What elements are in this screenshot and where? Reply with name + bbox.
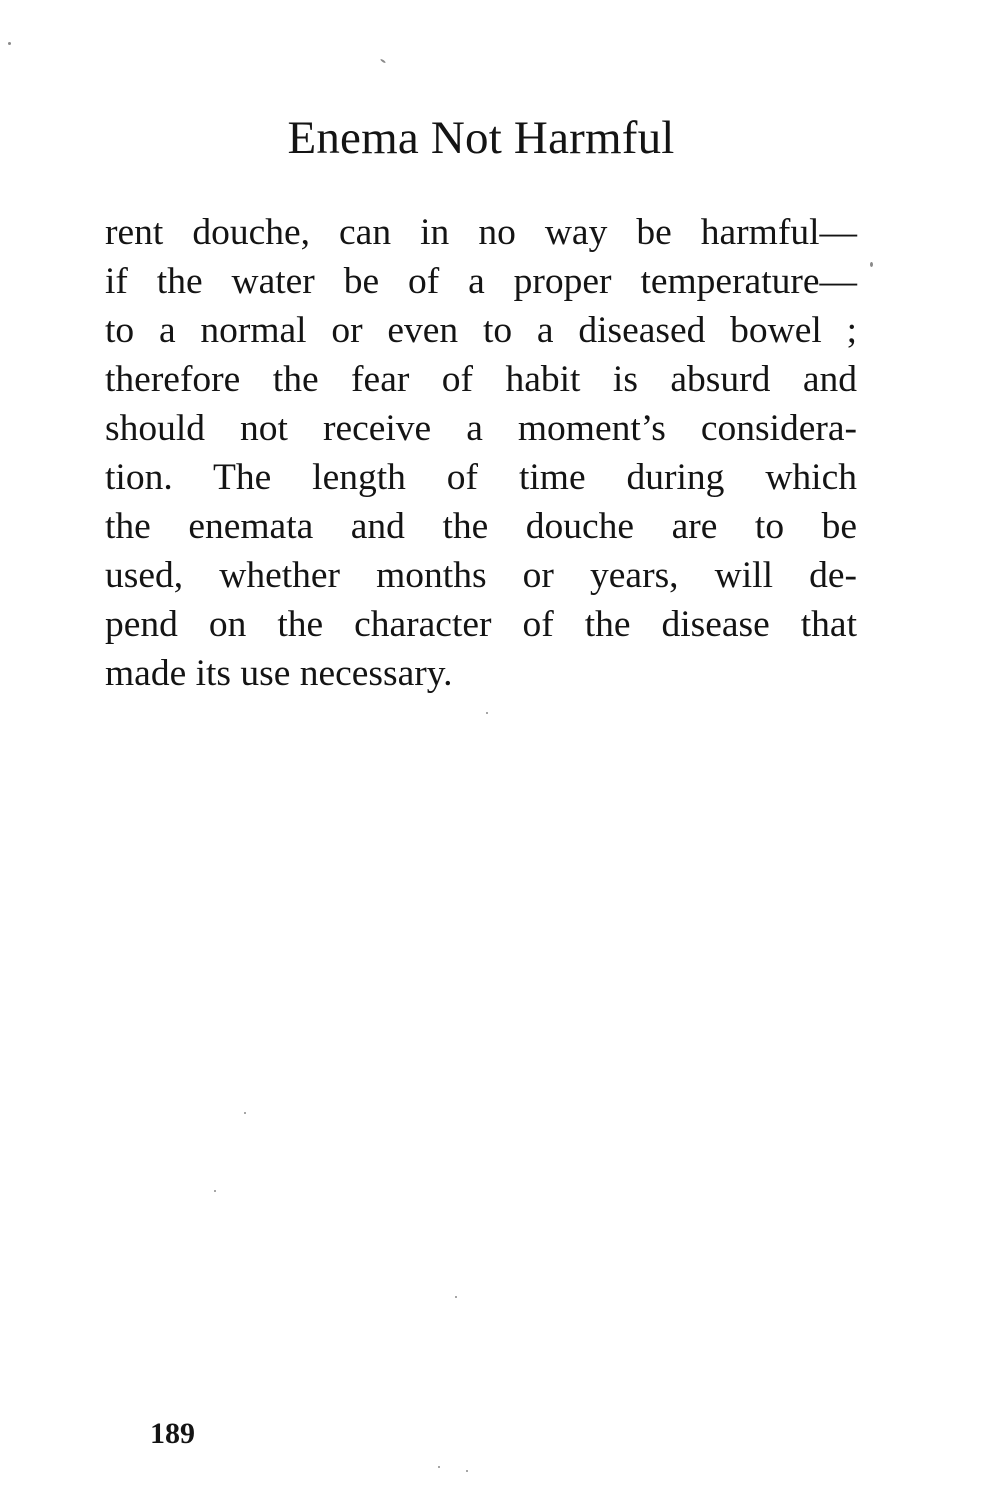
scan-speck [8, 42, 11, 45]
text-line: pend on the character of the disease that [105, 604, 857, 645]
scan-speck [466, 1470, 468, 1472]
scan-speck [870, 262, 873, 267]
text-line: tion. The length of time during which [105, 457, 857, 498]
text-line: to a normal or even to a diseased bowel ; [105, 310, 857, 351]
body-paragraph [105, 208, 857, 698]
text-line: used, whether months or years, will de- [105, 555, 857, 596]
scan-speck [455, 1296, 457, 1298]
page-number: 189 [150, 1417, 195, 1450]
text-line: should not receive a moment’s considera- [105, 408, 857, 449]
text-line: if the water be of a proper temperature— [105, 261, 857, 302]
scan-speck [438, 1466, 440, 1468]
text-line: rent douche, can in no way be harmful— [105, 212, 857, 253]
text-line: the enemata and the douche are to be [105, 506, 857, 547]
scan-speck [244, 1112, 246, 1114]
text-line: therefore the fear of habit is absurd and [105, 359, 857, 400]
scan-speck [214, 1190, 216, 1192]
running-head: Enema Not Harmful [287, 112, 675, 164]
text-line: made its use necessary. [105, 653, 453, 694]
scan-speck [380, 58, 386, 63]
scan-speck [486, 712, 488, 714]
